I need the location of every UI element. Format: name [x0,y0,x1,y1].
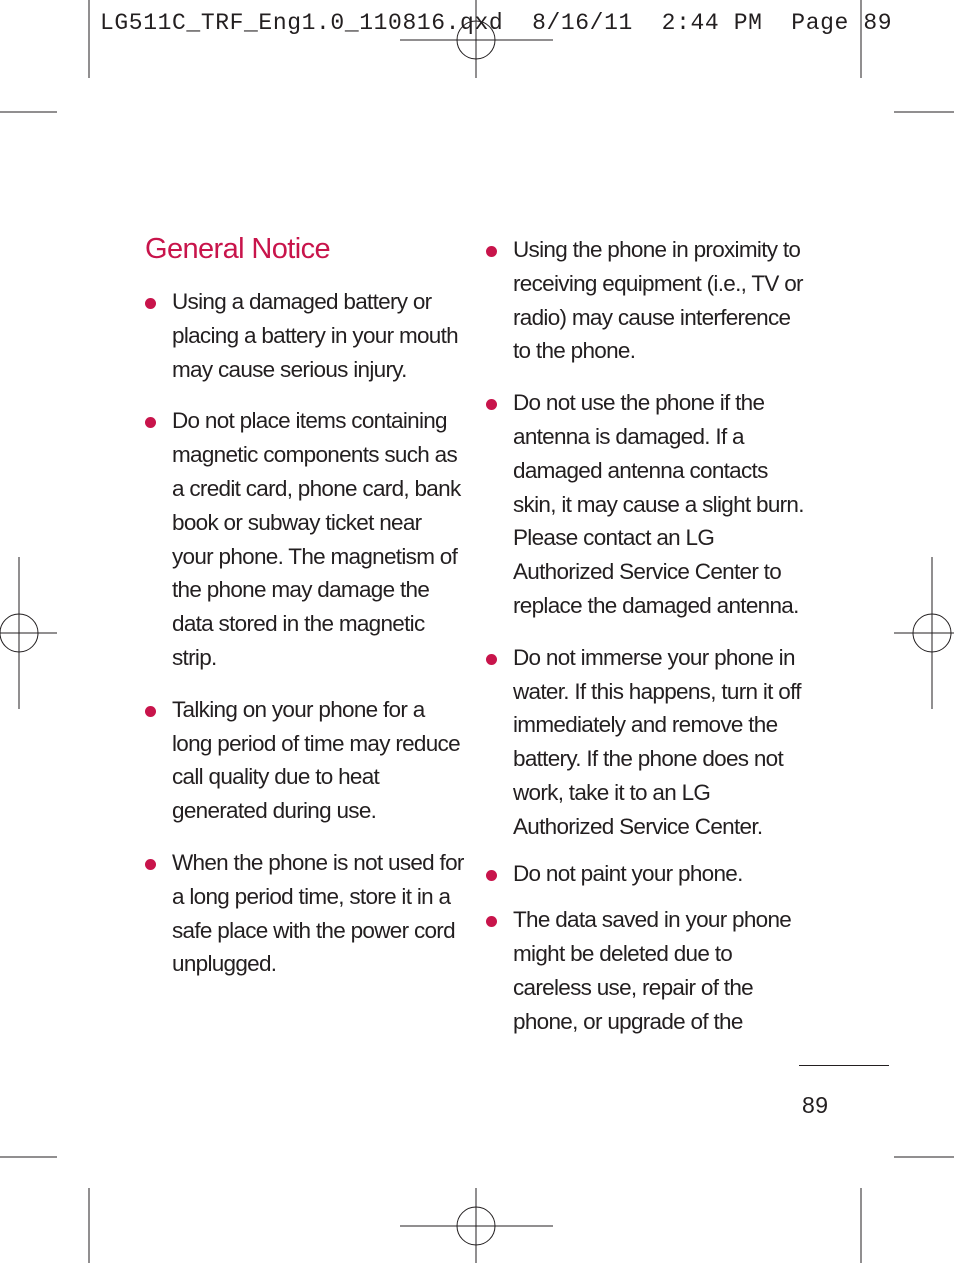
list-item-text: Do not use the phone if the antenna is damaged. If a damaged antenna contacts skin, it may cause a slight burn. Please contact an LG Authorized Service Center to replace the damaged antenna. [513,390,804,618]
list-item-text: The data saved in your phone might be deleted due to careless use, repair of the phone, or upgrade of the [513,907,792,1034]
section-title: General Notice [145,233,331,265]
list-item [486,903,806,1038]
notice-list-right [486,233,806,1057]
bullet-icon [145,706,156,717]
bullet-icon [145,298,156,309]
notice-list-left [145,285,465,999]
page-number: 89 [802,1092,829,1118]
list-item-text: Talking on your phone for a long period of time may reduce call quality due to heat generated during use. [172,696,460,824]
list-item [145,404,465,674]
print-slug-line: LG511C_TRF_Eng1.0_110816.qxd 8/16/11 2:44 PM Page 89 [100,10,893,36]
bullet-icon [486,870,497,881]
bullet-icon [486,916,497,927]
list-item [145,846,465,981]
list-item [145,693,465,828]
bullet-icon [486,246,497,257]
bullet-icon [145,417,156,428]
bullet-icon [145,859,156,870]
list-item-text: Do not paint your phone. [513,860,743,886]
list-item-text: When the phone is not used for a long period time, store it in a safe place with the power cord unplugged. [172,849,464,977]
list-item-text: Do not place items containing magnetic components such as a credit card, phone card, bank book or subway ticket near your phone. The magnetism of the phone may damage the data stored in the magnetic strip. [172,408,461,670]
list-item-text: Using the phone in proximity to receiving equipment (i.e., TV or radio) may cause interference to the phone. [513,237,803,364]
list-item-text: Do not immerse your phone in water. If this happens, turn it off immediately and remove the battery. If the phone does not work, take it to an LG Authorized Service Center. [513,644,801,839]
list-item [486,386,806,623]
list-item-text: Using a damaged battery or placing a battery in your mouth may cause serious injury. [172,289,458,382]
bullet-icon [486,654,497,665]
bullet-icon [486,399,497,410]
list-item [145,285,465,386]
list-item [486,857,806,891]
list-item [486,641,806,844]
list-item [486,233,806,368]
page-number-rule [799,1065,889,1066]
